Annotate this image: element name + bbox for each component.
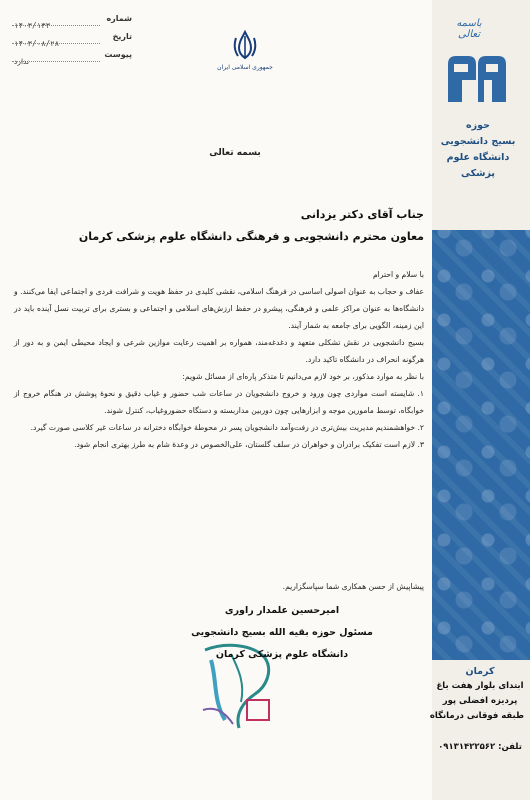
meta-attachment-value: ندارد	[14, 57, 30, 66]
address-city: کرمان	[465, 666, 495, 677]
org-name-line: بسیج دانشجویی	[440, 136, 516, 147]
org-address	[429, 664, 524, 724]
meta-date-label: تاریخ	[112, 32, 132, 41]
list-item: ۲. خواهشمندیم مدیریت بیش‌تری در رفت‌وآمد دانشجویان پسر در محوطهٔ خوابگاه دخترانه در ساعات غیر کلاسی صورت گیرد.	[30, 423, 424, 432]
org-calligraphy: باسمه تعالی	[456, 18, 482, 40]
meta-attachment-label: پیوست	[104, 50, 132, 59]
signature-block	[152, 600, 412, 666]
meta-number-label: شماره	[106, 14, 132, 23]
org-name-line: دانشگاه علوم	[446, 152, 510, 163]
address-line: پردیزه افضلی پور	[442, 696, 518, 706]
signer-name: امیرحسین علمدار راوری	[224, 605, 340, 616]
basmala: بسمه تعالی	[209, 148, 261, 158]
greeting: با سلام و احترام	[372, 270, 424, 279]
paragraph: عفاف و حجاب به عنوان اصولی اساسی در فرهنگ اسلامی، نقشی کلیدی در حفظ هویت و شرافت فردی و اجتماعی ایفا می‌کنند. و دانشگاه‌ها به عنوان مراکز علمی و فرهنگی، پیشرو در حفظ ارزش‌های اسلامی و اجتماعی و بستری برای تربیت نسل آینده باید در این زمینه، الگویی برای جامعه به شمار آیند.	[14, 287, 424, 330]
signer-title: مسئول حوزه بقیه الله بسیج دانشجویی	[191, 627, 373, 638]
paragraph: با نظر به موارد مذکور، بر خود لازم می‌دانیم تا متذکر پاره‌ای از مسائل شویم:	[182, 372, 424, 381]
address-line: طبقه فوقانی درمانگاه	[429, 711, 524, 721]
org-name-line: پزشکی	[461, 168, 495, 179]
addressee	[4, 204, 424, 248]
list-item: ۳. لازم است تفکیک برادران و خواهران در سلف گلستان، علی‌الخصوص در وعدهٔ شام به طرز بهتری انجام شود.	[74, 440, 424, 449]
addressee-title: معاون محترم دانشجویی و فرهنگی دانشگاه علوم پزشکی کرمان	[78, 230, 424, 243]
iran-emblem-icon	[228, 28, 262, 62]
meta-date	[12, 32, 132, 50]
basij-logo-icon	[442, 50, 512, 108]
meta-date-value: ۱۴۰۳/۰۸/۲۸	[14, 39, 60, 48]
meta-number-value: ۱۴۰۳/۱۳۳	[14, 21, 51, 30]
letter-meta	[12, 14, 132, 68]
emblem-caption: جمهوری اسلامی ایران	[217, 64, 273, 71]
meta-number	[12, 14, 132, 32]
closing-line: پیشاپیش از حسن همکاری شما سپاسگزاریم.	[282, 582, 424, 591]
letter-body	[14, 266, 424, 453]
addressee-name: جناب آقای دکتر یزدانی	[300, 208, 424, 221]
signer-org: دانشگاه علوم پزشکی کرمان	[215, 649, 349, 660]
list-item: ۱. شایسته است مواردی چون ورود و خروج دانشجویان در ساعات شب حضور و غیاب دقیق و نحوهٔ پوشش در هنگام خروج از خوابگاه، توسط مامورین موجه و ابزارهایی چون دوربین مداربسته و دستگاه حضوروغیاب، کنترل شوند.	[14, 389, 424, 415]
paragraph: بسیج دانشجویی در نقش تشکلی متعهد و دغدغه‌مند، همواره بر اهمیت رعایت موازین شرعی و ایجاد محیطی ایمن و به دور از هرگونه انحراف در دانشگاه تاکید دارد.	[14, 338, 424, 364]
org-name-line: حوزه	[466, 120, 490, 131]
address-line: ابتدای بلوار هفت باغ	[436, 681, 524, 691]
org-name	[436, 118, 520, 182]
org-phone: تلفن: ۰۹۱۳۱۴۲۲۵۶۲	[438, 742, 522, 752]
meta-attachment	[12, 50, 132, 68]
